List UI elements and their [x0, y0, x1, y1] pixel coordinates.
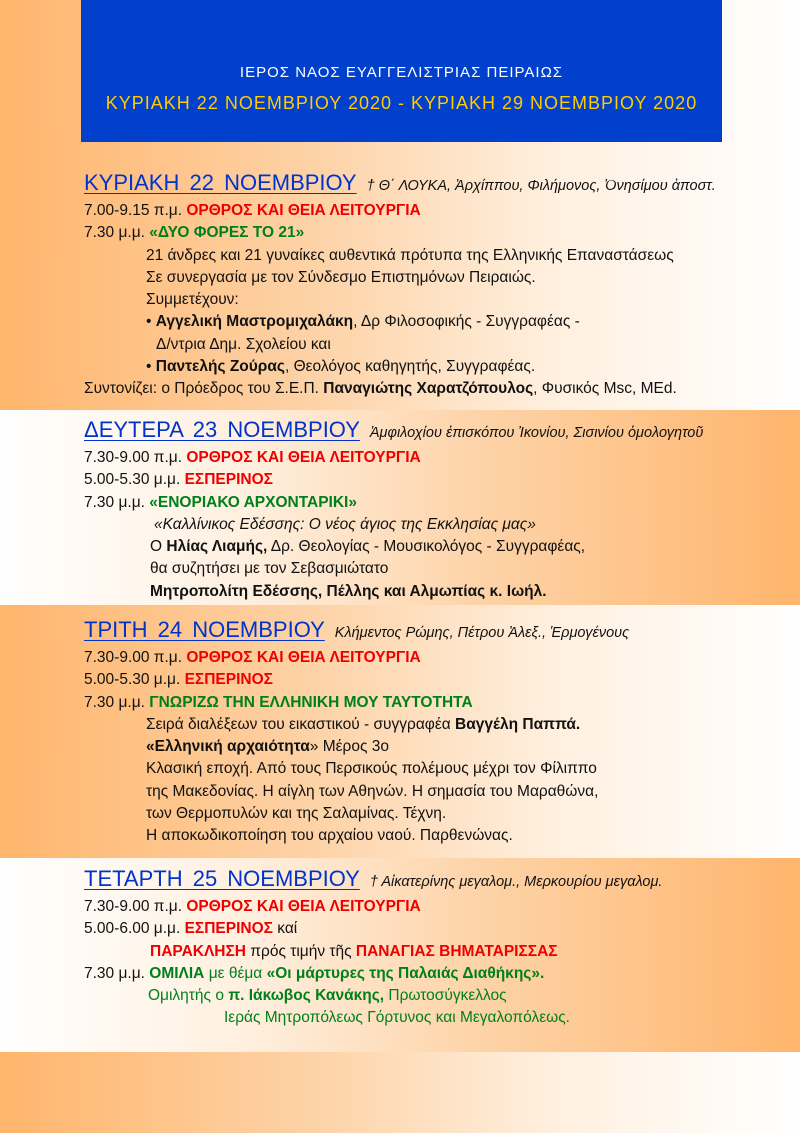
- text: καί: [272, 920, 298, 938]
- time: 5.00-5.30 μ.μ.: [84, 671, 185, 689]
- event-description: της Μακεδονίας. Η αίγλη των Αθηνών. Η σημασία του Μαραθώνα,: [146, 782, 599, 800]
- schedule-line: [84, 896, 784, 918]
- date-range: ΚΥΡΙΑΚΗ 22 ΝΟΕΜΒΡΙΟΥ 2020 - ΚΥΡΙΑΚΗ 29 ΝΟΕΜΒΡΙΟΥ 2020: [105, 93, 698, 113]
- guest-name: Μητροπολίτη Εδέσσης, Πέλλης και Αλμωπίας κ. Ιωήλ.: [150, 582, 547, 600]
- service-name: ΟΡΘΡΟΣ ΚΑΙ ΘΕΙΑ ΛΕΙΤΟΥΡΓΙΑ: [186, 898, 421, 915]
- event-description: 21 άνδρες και 21 γυναίκες αυθεντικά πρότυπα της Ελληνικής Επαναστάσεως: [146, 246, 674, 264]
- event-description: των Θερμοπυλών και της Σαλαμίνας. Τέχνη.: [146, 805, 447, 823]
- time: 5.00-5.30 μ.μ.: [84, 471, 185, 489]
- service-name: ΠΑΡΑΚΛΗΣΗ: [150, 942, 246, 960]
- schedule-line: [84, 692, 784, 714]
- bullet-icon: •: [146, 313, 152, 331]
- bullet-icon: •: [146, 358, 152, 376]
- schedule-line: [84, 941, 784, 963]
- event-description: [84, 536, 784, 558]
- service-name: ΟΡΘΡΟΣ ΚΑΙ ΘΕΙΑ ΛΕΙΤΟΥΡΓΙΑ: [186, 449, 421, 466]
- event-description: Κλασική εποχή. Από τους Περσικούς πολέμους μέχρι τον Φίλιππο: [146, 760, 597, 778]
- service-name: ΕΣΠΕΡΙΝΟΣ: [184, 671, 273, 689]
- speaker-name: Βαγγέλη Παππά.: [455, 715, 581, 733]
- coordinator-pre: Συντονίζει: ο Πρόεδρος του Σ.Ε.Π.: [84, 380, 324, 398]
- text: με θέμα: [204, 964, 267, 982]
- text: Πρωτοσύγκελλος: [384, 987, 507, 1005]
- event-description: Η αποκωδικοποίηση του αρχαίου ναού. Παρθενώνας.: [146, 827, 513, 845]
- speaker-line: [84, 985, 784, 1007]
- day-section-sunday: [84, 166, 784, 401]
- header-banner: [81, 0, 722, 142]
- event-name: ΟΜΙΛΙΑ: [149, 964, 205, 982]
- text: πρός τιμήν τῆς: [246, 942, 356, 960]
- saints-of-day: Ἀμφιλοχίου ἐπισκόπου Ἰκονίου, Σισινίου ὁμολογητοῦ: [369, 425, 704, 441]
- time: 7.30-9.00 π.μ.: [84, 649, 187, 666]
- schedule-line: [84, 647, 784, 669]
- schedule-line: [84, 469, 784, 491]
- day-header: [84, 613, 784, 647]
- speaker-name: Ηλίας Λιαμής,: [166, 538, 268, 556]
- background-band-5: [0, 1052, 800, 1133]
- event-description: [84, 714, 784, 736]
- participant-name: Παντελής Ζούρας: [155, 358, 285, 376]
- time: 7.30-9.00 π.μ.: [84, 898, 187, 915]
- participant-item: [84, 311, 784, 333]
- day-title: ΔΕΥΤΕΡΑ 23 ΝΟΕΜΒΡΙΟΥ: [84, 417, 360, 442]
- speaker-affiliation: Ιεράς Μητροπόλεως Γόρτυνος και Μεγαλοπόλεως.: [224, 1009, 570, 1027]
- day-section-monday: [84, 413, 784, 603]
- participant-desc: , Θεολόγος καθηγητής, Συγγραφέας.: [284, 358, 536, 376]
- day-header: [84, 862, 784, 896]
- event-name: «ΕΝΟΡΙΑΚΟ ΑΡΧΟΝΤΑΡΙΚΙ»: [149, 493, 357, 511]
- saints-of-day: † Αἰκατερίνης μεγαλομ., Μερκουρίου μεγαλομ.: [369, 874, 663, 890]
- text: .: [539, 964, 545, 982]
- saints-of-day: Κλήμεντος Ρώμης, Πέτρου Ἀλεξ., Ἑρμογένους: [334, 625, 630, 641]
- schedule-line: [84, 963, 784, 985]
- schedule-line: [84, 918, 784, 940]
- event-topic: «Καλλίνικος Εδέσσης: Ο νέος άγιος της Εκκλησίας μας»: [154, 515, 536, 533]
- schedule-line: [84, 200, 784, 222]
- time: 7.30 μ.μ.: [84, 493, 150, 511]
- schedule-line: [84, 447, 784, 469]
- coordinator-line: [84, 378, 784, 400]
- service-name: ΕΣΠΕΡΙΝΟΣ: [184, 471, 273, 489]
- schedule-line: [84, 669, 784, 691]
- event-description: θα συζητήσει με τον Σεβασμιώτατο: [150, 560, 389, 578]
- event-name: «ΔΥΟ ΦΟΡΕΣ ΤΟ 21»: [149, 224, 305, 242]
- text: Σειρά διαλέξεων του εικαστικού - συγγραφέα: [146, 715, 456, 733]
- participant-name: Αγγελική Μαστρομιχαλάκη: [155, 313, 354, 331]
- participant-item: [84, 356, 784, 378]
- text: Δρ. Θεολογίας - Μουσικολόγος - Συγγραφέας,: [267, 538, 586, 556]
- schedule-line: [84, 222, 784, 244]
- day-title: ΤΡΙΤΗ 24 ΝΟΕΜΒΡΙΟΥ: [84, 617, 325, 642]
- day-header: [84, 413, 784, 447]
- participant-desc: , Δρ Φιλοσοφικής - Συγγραφέας -: [353, 313, 580, 331]
- speaker-name: π. Ιάκωβος Κανάκης,: [228, 987, 385, 1005]
- time: 7.30-9.00 π.μ.: [84, 449, 187, 466]
- lecture-title: «Ελληνική αρχαιότητα: [146, 738, 310, 756]
- day-header: [84, 166, 784, 200]
- service-name: ΟΡΘΡΟΣ ΚΑΙ ΘΕΙΑ ΛΕΙΤΟΥΡΓΙΑ: [186, 649, 421, 666]
- time: 7.30 μ.μ.: [84, 964, 150, 982]
- day-title: ΚΥΡΙΑΚΗ 22 ΝΟΕΜΒΡΙΟΥ: [84, 170, 357, 195]
- text: » Μέρος 3ο: [309, 738, 389, 756]
- event-topic: «Οι μάρτυρες της Παλαιάς Διαθήκης»: [266, 964, 540, 982]
- service-name: ΕΣΠΕΡΙΝΟΣ: [184, 920, 273, 938]
- coordinator-post: , Φυσικός Msc, MEd.: [533, 380, 677, 398]
- event-name: ΓΝΩΡΙΖΩ ΤΗΝ ΕΛΛΗΝΙΚΗ ΜΟΥ ΤΑΥΤΟΤΗΤΑ: [149, 693, 473, 711]
- church-name: ΙΕΡΟΣ ΝΑΟΣ ΕΥΑΓΓΕΛΙΣΤΡΙΑΣ ΠΕΙΡΑΙΩΣ: [239, 64, 564, 81]
- day-section-wednesday: [84, 862, 784, 1030]
- service-name: ΠΑΝΑΓΙΑΣ ΒΗΜΑΤΑΡΙΣΣΑΣ: [355, 942, 558, 960]
- time: 7.00-9.15 π.μ.: [84, 202, 187, 219]
- day-title: ΤΕΤΑΡΤΗ 25 ΝΟΕΜΒΡΙΟΥ: [84, 866, 360, 891]
- service-name: ΟΡΘΡΟΣ ΚΑΙ ΘΕΙΑ ΛΕΙΤΟΥΡΓΙΑ: [186, 202, 421, 219]
- coordinator-name: Παναγιώτης Χαρατζόπουλος: [323, 380, 534, 398]
- time: 5.00-6.00 μ.μ.: [84, 920, 185, 938]
- time: 7.30 μ.μ.: [84, 224, 150, 242]
- day-section-tuesday: [84, 613, 784, 848]
- participants-label: Συμμετέχουν:: [146, 291, 239, 309]
- text: Ο: [150, 538, 167, 556]
- event-description: [84, 736, 784, 758]
- time: 7.30 μ.μ.: [84, 693, 150, 711]
- event-description: Σε συνεργασία με τον Σύνδεσμο Επιστημόνων Πειραιώς.: [146, 268, 536, 286]
- text: Ομιλητής ο: [148, 987, 229, 1005]
- saints-of-day: † Θ΄ ΛΟΥΚΑ, Ἀρχίππου, Φιλήμονος, Ὀνησίμου ἀποστ.: [366, 178, 716, 194]
- schedule-line: [84, 492, 784, 514]
- participant-desc-cont: Δ/ντρια Δημ. Σχολείου και: [156, 335, 331, 353]
